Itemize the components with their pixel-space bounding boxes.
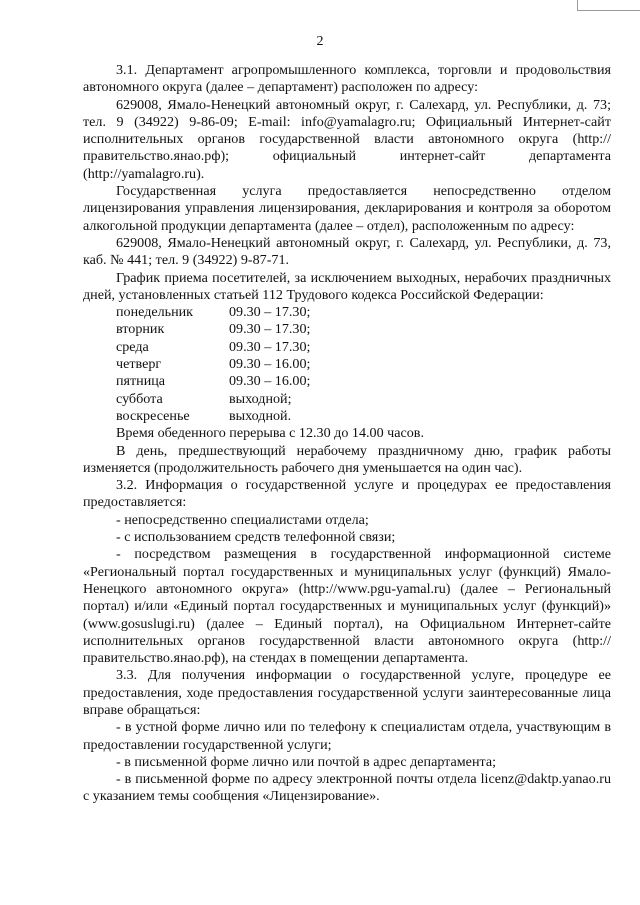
schedule-day: пятница (116, 373, 166, 390)
schedule-hours: 09.30 – 17.30; (229, 321, 311, 338)
schedule-hours: 09.30 – 16.00; (229, 373, 311, 390)
info-method-phone: - с использованием средств телефонной связи; (116, 529, 396, 546)
paragraph-3-2: 3.2. Информация о государственной услуге и процедурах ее предоставления предоставляется: (83, 477, 611, 511)
info-method-specialists: - непосредственно специалистами отдела; (116, 511, 369, 528)
department-address: 629008, Ямало-Ненецкий автономный округ, г. Салехард, ул. Республики, д. 73; тел. 9 (34922) 9-86-09; E-mail: info@yamalagro.ru; Официальный Интернет-сайт исполнительных органов государственной власти автономного округа (http://правительство.янао.рф); официальный интернет-сайт департамента (http://yamalagro.ru). (83, 96, 611, 182)
contact-written: - в письменной форме лично или почтой в адрес департамента; (116, 753, 496, 770)
service-provider-paragraph: Государственная услуга предоставляется непосредственно отделом лицензирования управления лицензирования, декларирования и контроля за оборотом алкогольной продукции департамента (далее – отдел), расположенным по адресу: (83, 183, 611, 234)
paragraph-3-1: 3.1. Департамент агропромышленного комплекса, торговли и продовольствия автономного округа (далее – департамент) расположен по адресу: (83, 62, 611, 96)
schedule-day: воскресенье (116, 407, 190, 424)
page-number: 2 (316, 34, 324, 49)
paragraph-3-3: 3.3. Для получения информации о государственной услуге, процедуре ее предоставления, ходе предоставления государственной услуги заинтересованные лица вправе обращаться: (83, 667, 611, 718)
schedule-hours: 09.30 – 17.30; (229, 304, 311, 321)
schedule-hours: 09.30 – 17.30; (229, 338, 311, 355)
schedule-day: понедельник (116, 304, 194, 321)
office-address: 629008, Ямало-Ненецкий автономный округ, г. Салехард, ул. Республики, д. 73, каб. № 441; тел. 9 (34922) 9-87-71. (83, 234, 611, 269)
schedule-intro: График приема посетителей, за исключением выходных, нерабочих праздничных дней, установленных статьей 112 Трудового кодекса Российской Федерации: (83, 269, 611, 303)
document-body (83, 62, 611, 806)
schedule-hours: 09.30 – 16.00; (229, 356, 311, 373)
schedule-hours: выходной; (229, 390, 292, 407)
pre-holiday-schedule: В день, предшествующий нерабочему праздничному дню, график работы изменяется (продолжительность рабочего дня уменьшается на один час). (83, 442, 611, 476)
schedule-table (116, 304, 611, 425)
schedule-day: четверг (116, 356, 162, 373)
schedule-hours: выходной. (229, 407, 292, 424)
page-corner-mark (577, 0, 640, 11)
schedule-day: вторник (116, 321, 165, 338)
lunch-break: Время обеденного перерыва с 12.30 до 14.00 часов. (116, 425, 424, 442)
schedule-day: суббота (116, 390, 163, 407)
info-method-portals: - посредством размещения в государственной информационной системе «Региональный портал государственных и муниципальных услуг (функций) Ямало-Ненецкого автономного округа» (http://www.pgu-yamal.ru) (далее – Региональный портал) и/или «Единый портал государственных и муниципальных услуг (функций)» (www.gosuslugi.ru) (далее – Единый портал), на Официальном Интернет-сайте исполнительных органов государственной власти автономного округа (http://правительство.янао.рф), на стендах в помещении департамента. (83, 546, 611, 667)
schedule-day: среда (116, 338, 149, 355)
contact-email: - в письменной форме по адресу электронной почты отдела licenz@daktp.yanao.ru с указанием темы сообщения «Лицензирование». (83, 771, 611, 805)
contact-oral: - в устной форме лично или по телефону к специалистам отдела, участвующим в предоставлении государственной услуги; (83, 719, 611, 753)
